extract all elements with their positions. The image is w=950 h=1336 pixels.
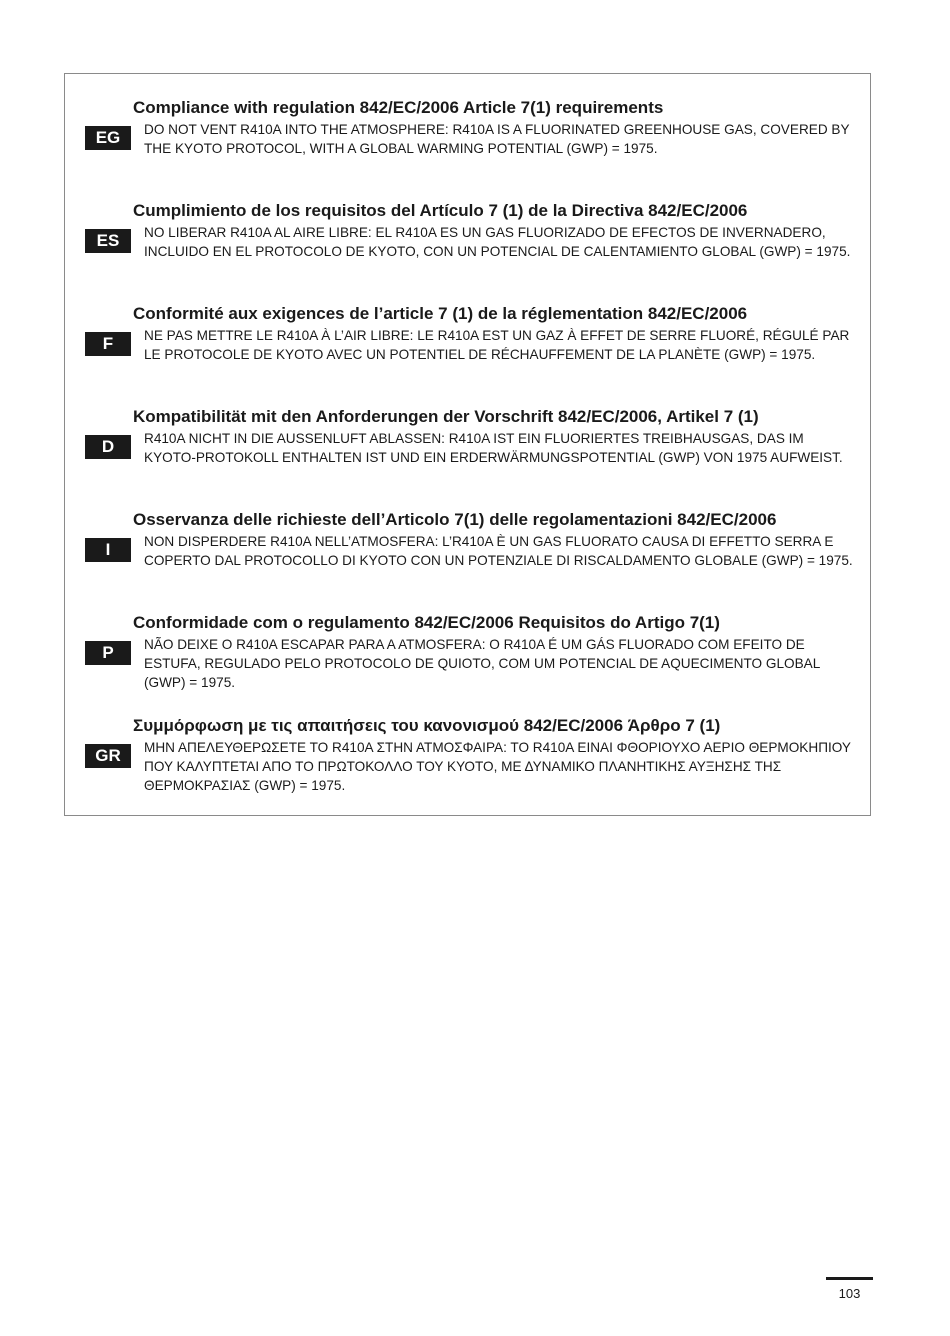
section-heading: Conformidade com o regulamento 842/EC/2006 Requisitos do Artigo 7(1) [133, 613, 720, 632]
language-badge: D [85, 435, 131, 459]
page-number-rule [826, 1277, 873, 1280]
language-badge: F [85, 332, 131, 356]
language-badge: ES [85, 229, 131, 253]
section-heading: Compliance with regulation 842/EC/2006 Article 7(1) requirements [133, 98, 664, 117]
section-text: NÃO DEIXE O R410A ESCAPAR PARA A ATMOSFERA: O R410A É UM GÁS FLUORADO COM EFEITO DE ESTUFA, REGULADO PELO PROTOCOLO DE QUIOTO, COM UM POTENCIAL DE AQUECIMENTO GLOBAL (GWP) = 1975. [144, 637, 820, 690]
section-p [65, 612, 870, 712]
section-eg [65, 97, 870, 197]
section-gr [65, 715, 870, 815]
section-heading: Kompatibilität mit den Anforderungen der Vorschrift 842/EC/2006, Artikel 7 (1) [133, 407, 759, 426]
section-heading: Conformité aux exigences de l’article 7 (1) de la réglementation 842/EC/2006 [133, 304, 748, 323]
section-f [65, 303, 870, 403]
section-heading: Osservanza delle richieste dell’Articolo 7(1) delle regolamentazioni 842/EC/2006 [133, 510, 777, 529]
section-heading: Συμμόρφωση με τις απαιτήσεις του κανονισμού 842/EC/2006 Άρθρο 7 (1) [133, 716, 721, 735]
section-i [65, 509, 870, 609]
language-badge: P [85, 641, 131, 665]
section-text: NON DISPERDERE R410A NELL’ATMOSFERA: L’R410A È UN GAS FLUORATO CAUSA DI EFFETTO SERRA E COPERTO DAL PROTOCOLLO DI KYOTO CON UN POTENZIALE DI RISCALDAMENTO GLOBALE (GWP) = 1975. [144, 534, 853, 568]
section-text: DO NOT VENT R410A INTO THE ATMOSPHERE: R410A IS A FLUORINATED GREENHOUSE GAS, COVERED BY THE KYOTO PROTOCOL, WITH A GLOBAL WARMING POTENTIAL (GWP) = 1975. [144, 122, 850, 156]
language-badge: I [85, 538, 131, 562]
section-text: ΜΗΝ ΑΠΕΛΕΥΘΕΡΩΣΕΤΕ ΤΟ R410A ΣΤΗΝ ΑΤΜΟΣΦΑΙΡΑ: ΤΟ R410A ΕΙΝΑΙ ΦΘΟΡΙΟΥΧΟ ΑΕΡΙΟ ΘΕΡΜΟΚΗΠΙΟΥ ΠΟΥ ΚΑΛΥΠΤΕΤΑΙ ΑΠΟ ΤΟ ΠΡΩΤΟΚΟΛΛΟ ΤΟΥ ΚΥΟΤΟ, ΜΕ ΔΥΝΑΜΙΚΟ ΠΛΑΝΗΤΙΚΗΣ ΑΥΞΗΣΗΣ ΤΗΣ ΘΕΡΜΟΚΡΑΣΙΑΣ (GWP) = 1975. [144, 740, 851, 793]
language-badge: EG [85, 126, 131, 150]
section-heading: Cumplimiento de los requisitos del Artículo 7 (1) de la Directiva 842/EC/2006 [133, 201, 748, 220]
section-text: NE PAS METTRE LE R410A À L’AIR LIBRE: LE R410A EST UN GAZ À EFFET DE SERRE FLUORÉ, RÉGULÉ PAR LE PROTOCOLE DE KYOTO AVEC UN POTENTIEL DE RÉCHAUFFEMENT DE LA PLANÈTE (GWP) = 1975. [144, 328, 850, 362]
compliance-notice-box [64, 73, 871, 816]
page-number: 103 [838, 1286, 861, 1301]
section-text: NO LIBERAR R410A AL AIRE LIBRE: EL R410A ES UN GAS FLUORIZADO DE EFECTOS DE INVERNADERO, INCLUIDO EN EL PROTOCOLO DE KYOTO, CON UN POTENCIAL DE CALENTAMIENTO GLOBAL (GWP) = 1975. [144, 225, 851, 259]
section-d [65, 406, 870, 506]
language-badge: GR [85, 744, 131, 768]
section-text: R410A NICHT IN DIE AUSSENLUFT ABLASSEN: R410A IST EIN FLUORIERTES TREIBHAUSGAS, DAS IM KYOTO-PROTOKOLL ENTHALTEN IST UND EIN ERDERWÄRMUNGSPOTENTIAL (GWP) VON 1975 AUFWEIST. [144, 431, 843, 465]
section-es [65, 200, 870, 300]
